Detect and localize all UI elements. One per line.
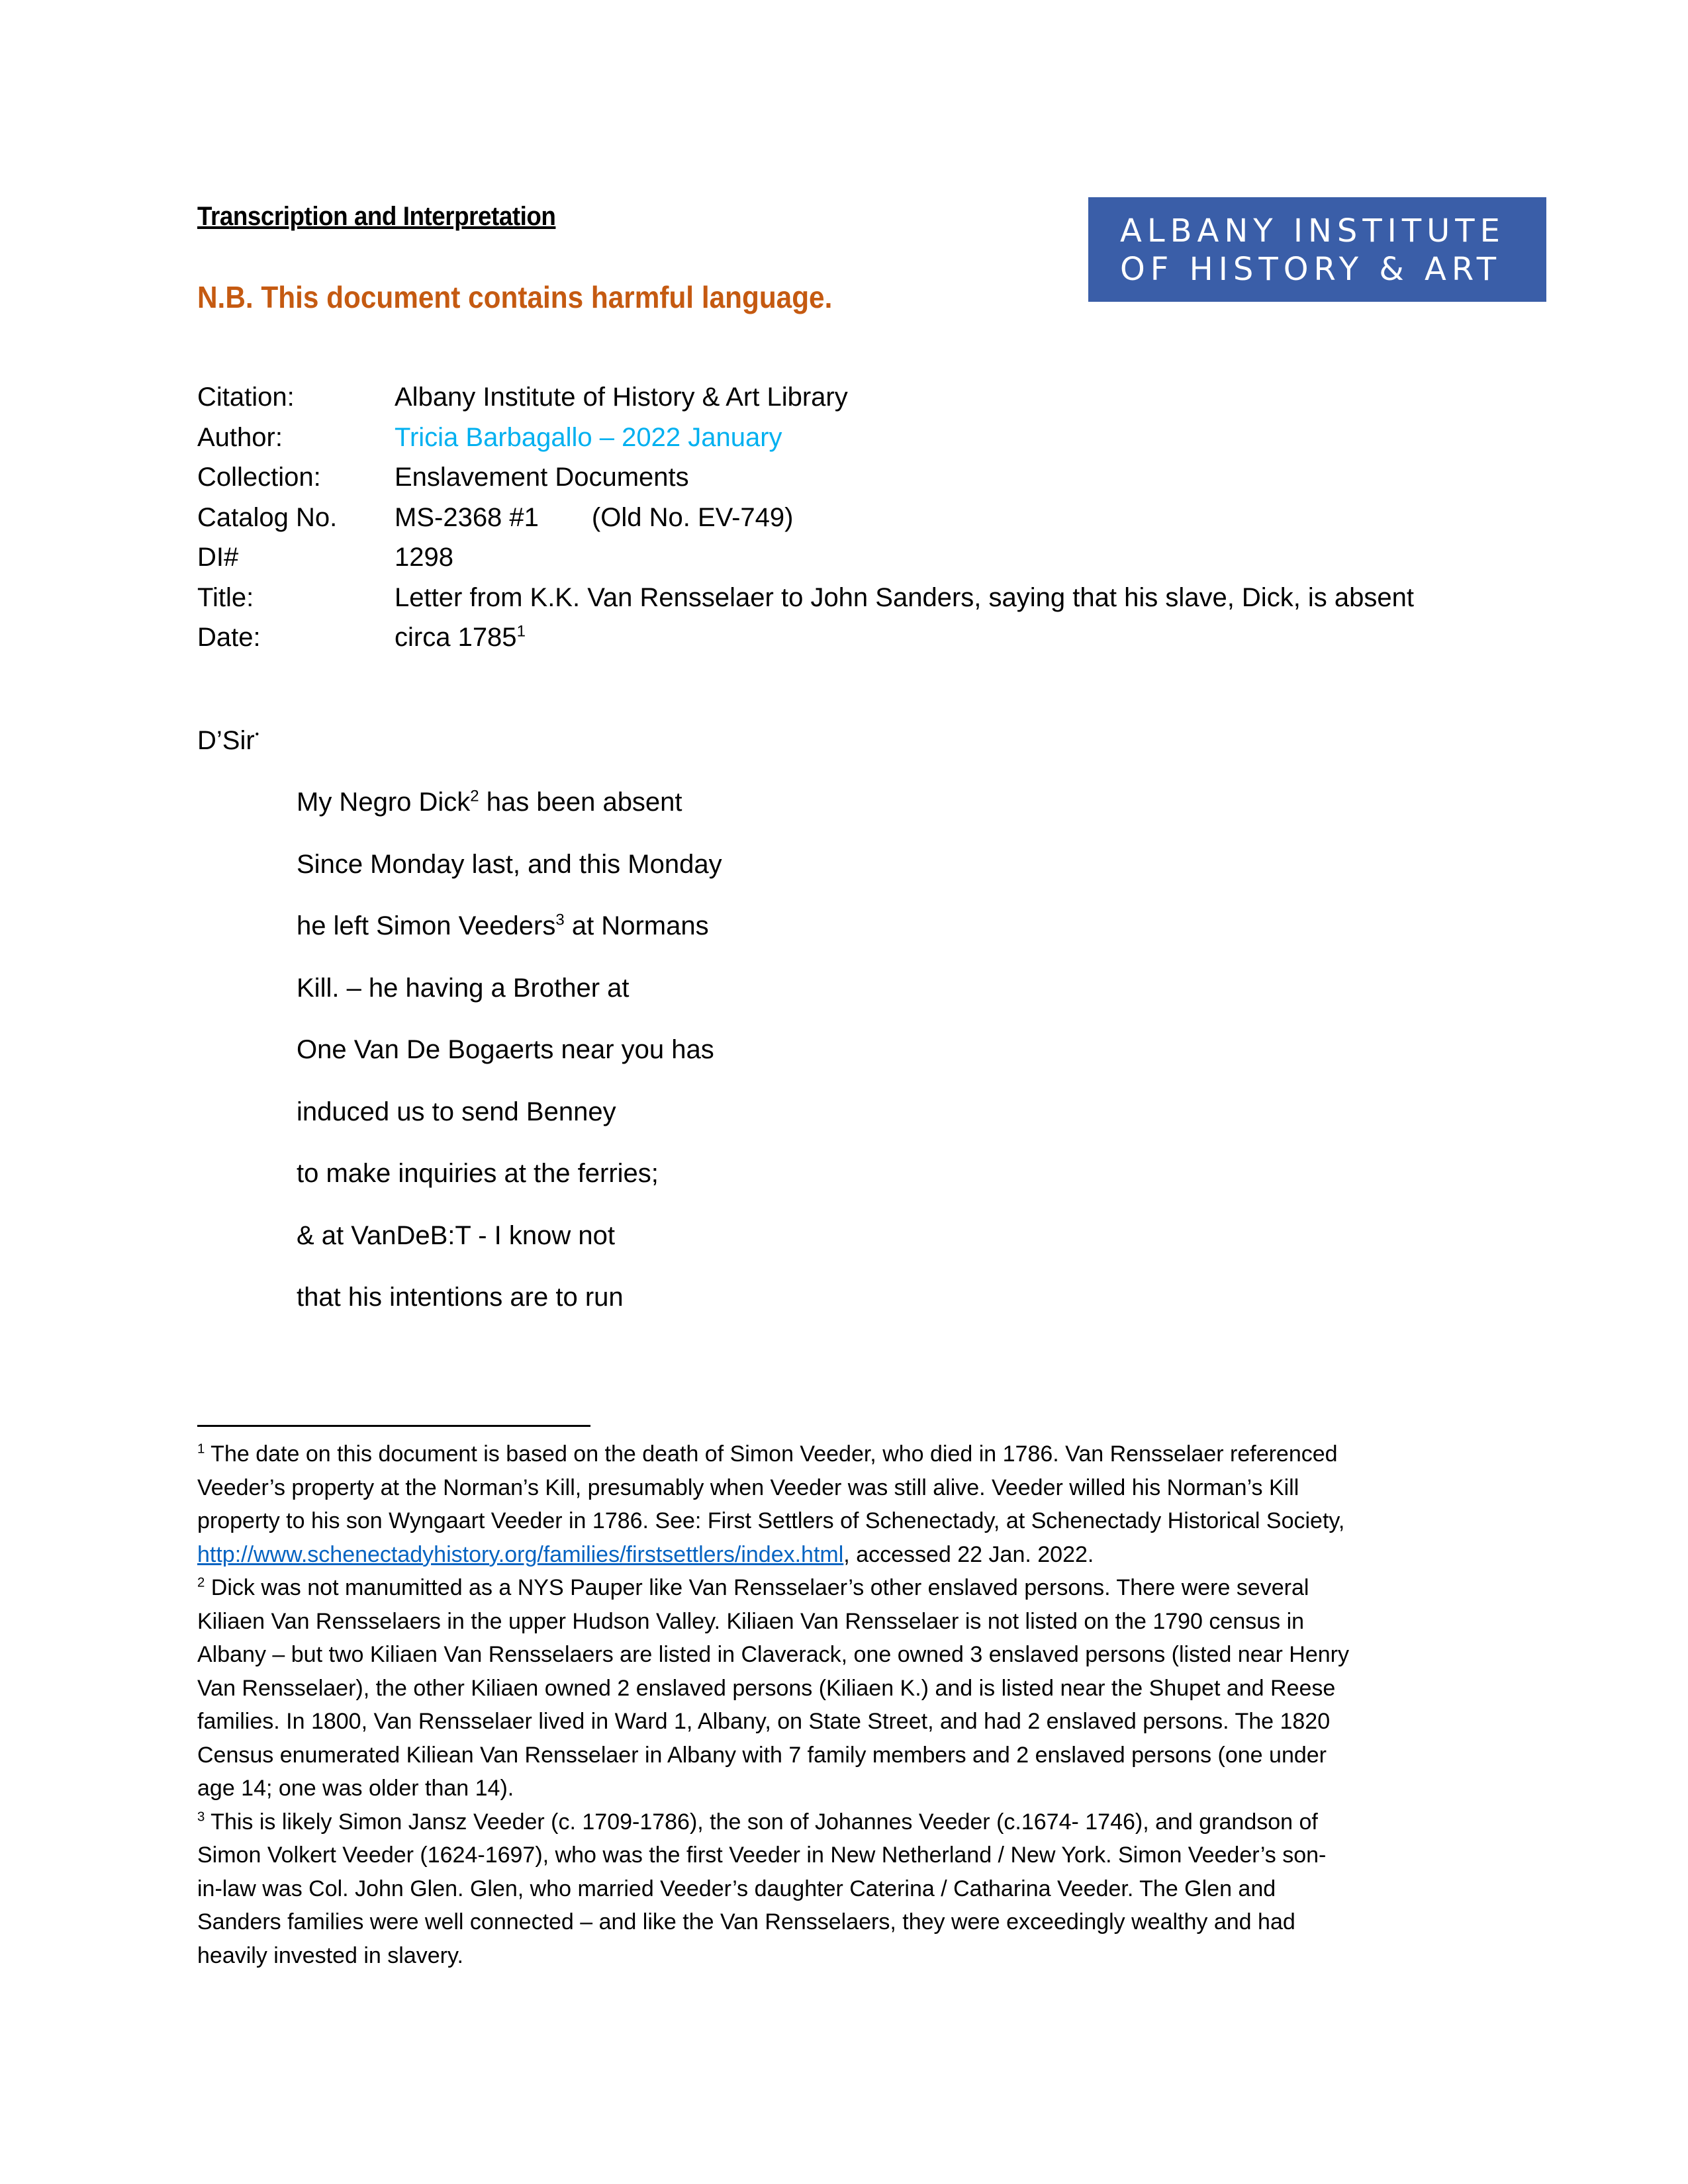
line-text: & at VanDeB:T - I know not bbox=[297, 1220, 615, 1250]
footnote-ref-1[interactable]: 1 bbox=[516, 622, 526, 641]
footnote-line: Simon Volkert Veeder (1624-1697), who was the first Veeder in New Netherland / New York. Simon Veeder’s son- bbox=[197, 1843, 1327, 1868]
page-title: Transcription and Interpretation bbox=[197, 202, 556, 231]
line-text: Kill. – he having a Brother at bbox=[297, 973, 630, 1003]
logo-line-1: ALBANY INSTITUTE bbox=[1120, 212, 1505, 250]
line-text: has been absent bbox=[479, 788, 682, 817]
footnote-1 bbox=[197, 1437, 1515, 1571]
footnote-text: Dick was not manumitted as a NYS Pauper like Van Rensselaer’s other enslaved persons. There were several bbox=[205, 1575, 1309, 1600]
footnote-line: families. In 1800, Van Rensselaer lived in Ward 1, Albany, on State Street, and had 2 enslaved persons. The 1820 bbox=[197, 1709, 1331, 1734]
footnote-line: in-law was Col. John Glen. Glen, who married Veeder’s daughter Caterina / Catharina Veeder. The Glen and bbox=[197, 1876, 1276, 1901]
meta-label: Author: bbox=[197, 422, 283, 452]
meta-label: Catalog No. bbox=[197, 502, 338, 532]
harmful-language-warning: N.B. This document contains harmful language. bbox=[197, 280, 833, 314]
footnote-2 bbox=[197, 1571, 1515, 1805]
meta-label: Collection: bbox=[197, 463, 321, 492]
meta-row-date bbox=[197, 623, 1414, 663]
salutation-mark: ꞏ bbox=[254, 725, 260, 744]
footnote-text: , accessed 22 Jan. 2022. bbox=[843, 1541, 1094, 1567]
footnote-line bbox=[197, 1437, 1515, 1471]
line-text: My Negro Dick bbox=[297, 788, 471, 817]
letter-line bbox=[297, 1283, 722, 1345]
meta-row-citation bbox=[197, 383, 1414, 423]
footnote-ref-2[interactable]: 2 bbox=[470, 787, 479, 805]
footnote-line: Albany – but two Kiliaen Van Rensselaers are listed in Claverack, one owned 3 enslaved persons (listed near Henry bbox=[197, 1642, 1349, 1667]
footnote-3 bbox=[197, 1805, 1515, 1973]
meta-row-di bbox=[197, 543, 1414, 583]
footnote-line bbox=[197, 1538, 1515, 1572]
meta-label: Title: bbox=[197, 582, 254, 612]
date-value: circa 1785 bbox=[395, 623, 517, 652]
meta-value: 1298 bbox=[395, 543, 453, 572]
line-text: Since Monday last, and this Monday bbox=[297, 849, 722, 879]
salutation bbox=[197, 726, 259, 756]
meta-row-title bbox=[197, 583, 1414, 623]
meta-row-collection bbox=[197, 463, 1414, 503]
meta-label: Citation: bbox=[197, 383, 295, 412]
footnote-line bbox=[197, 1805, 1515, 1839]
line-text: that his intentions are to run bbox=[297, 1283, 624, 1312]
salutation-text: D’Sir bbox=[197, 726, 255, 755]
footnote-line: heavily invested in slavery. bbox=[197, 1942, 463, 1968]
line-text: induced us to send Benney bbox=[297, 1097, 616, 1126]
footnotes bbox=[197, 1437, 1515, 1972]
letter-line bbox=[297, 974, 722, 1036]
footnote-separator bbox=[197, 1425, 590, 1427]
letter-line bbox=[297, 1035, 722, 1097]
footnote-text: The date on this document is based on the death of Simon Veeder, who died in 1786. Van Rensselaer referenced bbox=[205, 1441, 1338, 1467]
meta-value: MS-2368 #1 bbox=[395, 502, 539, 532]
letter-transcription bbox=[297, 788, 722, 1345]
meta-row-catalog bbox=[197, 503, 1414, 543]
letter-line bbox=[297, 1097, 722, 1160]
line-text: at Normans bbox=[564, 911, 709, 940]
footnote-line bbox=[197, 1571, 1515, 1605]
logo-line-2: OF HISTORY & ART bbox=[1120, 251, 1502, 288]
footnote-number: 1 bbox=[197, 1441, 205, 1457]
old-catalog-number: (Old No. EV-749) bbox=[591, 502, 794, 532]
line-text: he left Simon Veeders bbox=[297, 911, 556, 940]
footnote-ref-3[interactable]: 3 bbox=[555, 911, 565, 929]
footnote-text: This is likely Simon Jansz Veeder (c. 1709-1786), the son of Johannes Veeder (c.1674- 1746), and grandson of bbox=[205, 1809, 1318, 1835]
footnote-line: age 14; one was older than 14). bbox=[197, 1776, 514, 1801]
letter-line bbox=[297, 850, 722, 912]
footnote-line: Census enumerated Kiliean Van Rensselaer in Albany with 7 family members and 2 enslaved persons (one under bbox=[197, 1742, 1327, 1768]
line-text: to make inquiries at the ferries; bbox=[297, 1159, 659, 1188]
letter-line bbox=[297, 911, 722, 974]
meta-row-author bbox=[197, 423, 1414, 463]
line-text: One Van De Bogaerts near you has bbox=[297, 1035, 714, 1064]
footnote-line: Sanders families were well connected – and like the Van Rensselaers, they were exceedingly wealthy and had bbox=[197, 1909, 1295, 1934]
letter-line bbox=[297, 1159, 722, 1221]
meta-value: Enslavement Documents bbox=[395, 463, 689, 492]
institution-logo bbox=[1088, 197, 1546, 302]
source-link[interactable]: http://www.schenectadyhistory.org/families/firstsettlers/index.html bbox=[197, 1541, 844, 1567]
author-value: Tricia Barbagallo – 2022 January bbox=[395, 422, 782, 452]
meta-value: Letter from K.K. Van Rensselaer to John Sanders, saying that his slave, Dick, is absent bbox=[395, 582, 1415, 612]
footnote-line: Van Rensselaer), the other Kiliaen owned 2 enslaved persons (Kiliaen K.) and is listed near the Shupet and Reese bbox=[197, 1675, 1336, 1701]
footnote-line: Veeder’s property at the Norman’s Kill, presumably when Veeder was still alive. Veeder willed his Norman’s Kill bbox=[197, 1475, 1299, 1500]
footnote-number: 2 bbox=[197, 1575, 205, 1590]
metadata-table bbox=[197, 383, 1414, 663]
meta-label: Date: bbox=[197, 623, 261, 652]
footnote-line: Kiliaen Van Rensselaers in the upper Hudson Valley. Kiliaen Van Rensselaer is not listed on the 1790 census in bbox=[197, 1608, 1305, 1634]
meta-value: Albany Institute of History & Art Library bbox=[395, 383, 848, 412]
letter-line bbox=[297, 1221, 722, 1283]
footnote-line: property to his son Wyngaart Veeder in 1786. See: First Settlers of Schenectady, at Schenectady Historical Society, bbox=[197, 1508, 1345, 1533]
footnote-number: 3 bbox=[197, 1809, 205, 1825]
meta-label: DI# bbox=[197, 543, 239, 572]
meta-value bbox=[395, 623, 526, 663]
letter-line bbox=[297, 788, 722, 850]
